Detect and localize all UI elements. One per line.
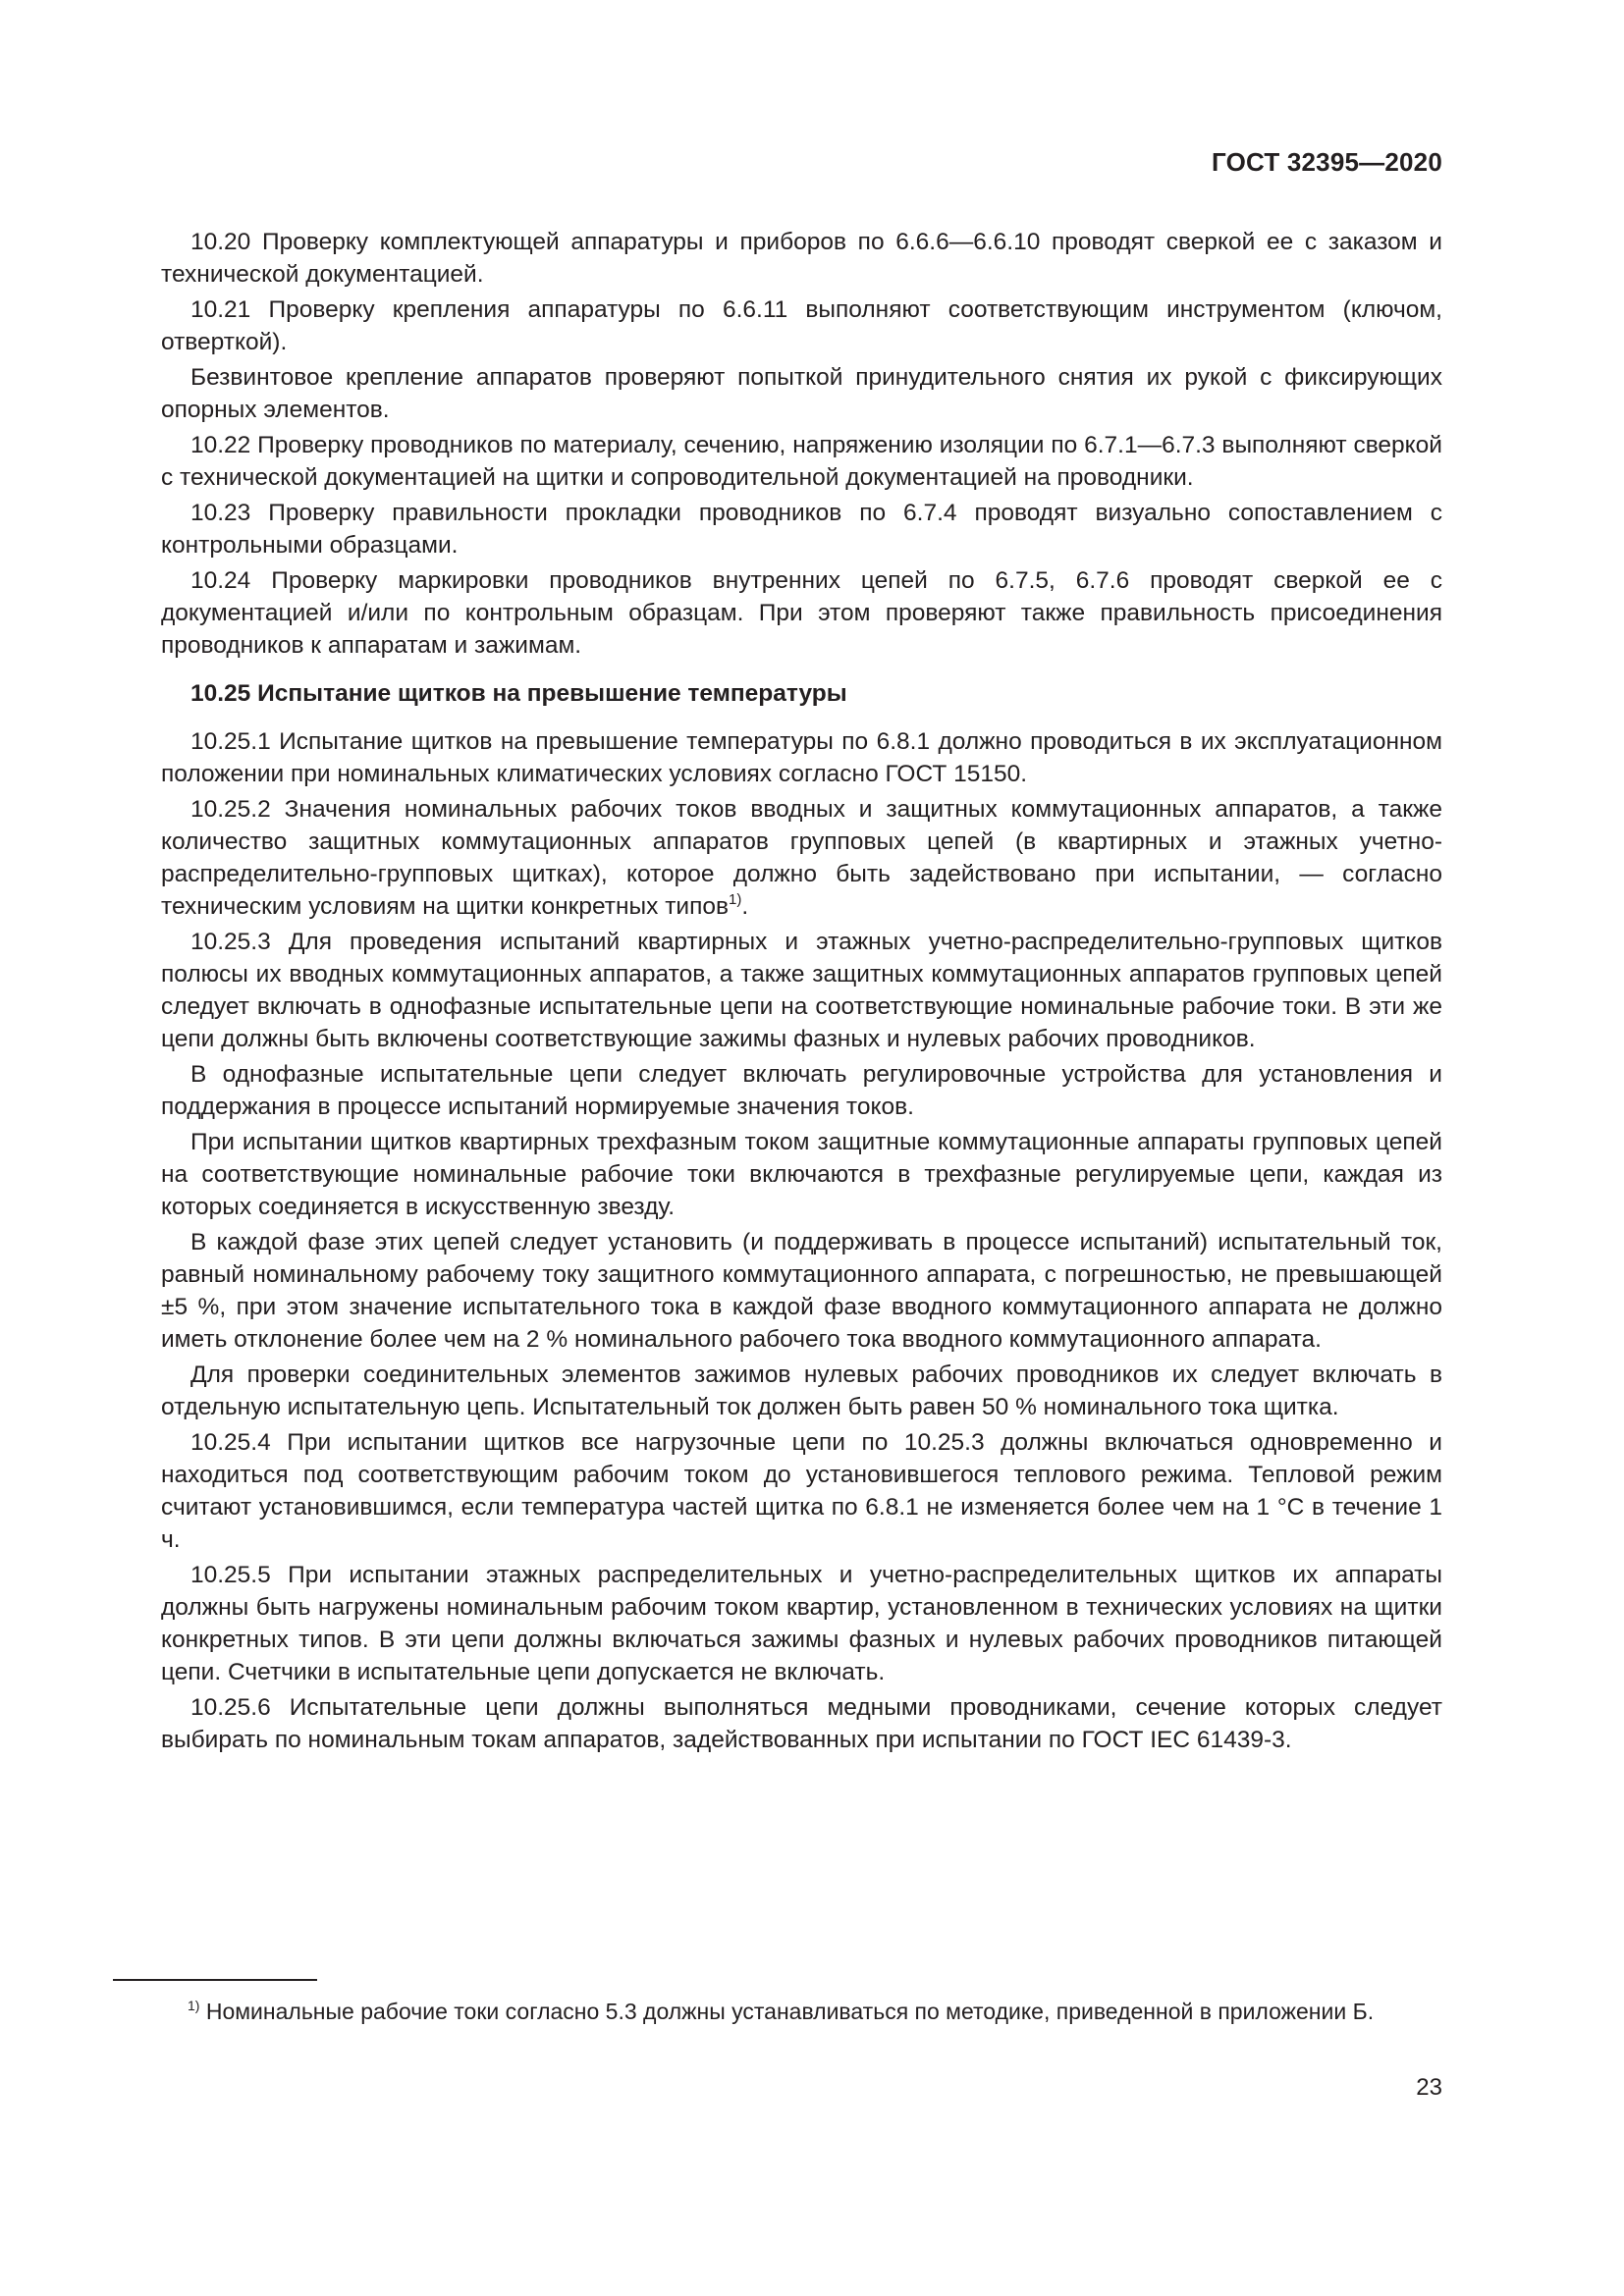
- paragraph-10-25-4: 10.25.4 При испытании щитков все нагрузочные цепи по 10.25.3 должны включаться одновременно и находиться под соответствующим рабочим током до установившегося теплового режима. Тепловой режим считают установившимся, если температура частей щитка по 6.8.1 не изменяется более чем на 1 °С в течение 1 ч.: [161, 1429, 1442, 1553]
- footnote-divider: [113, 1979, 317, 1981]
- paragraph-10-25-6: 10.25.6 Испытательные цепи должны выполняться медными проводниками, сечение которых следует выбирать по номинальным токам аппаратов, задействованных при испытании по ГОСТ IEC 61439-3.: [161, 1694, 1442, 1753]
- section-heading-10-25: 10.25 Испытание щитков на превышение температуры: [190, 680, 847, 707]
- paragraph-10-23: 10.23 Проверку правильности прокладки проводников по 6.7.4 проводят визуально сопоставлением с контрольными образцами.: [161, 500, 1442, 559]
- document-code-header: ГОСТ 32395—2020: [1212, 147, 1442, 177]
- paragraph-single-phase-circuits: В однофазные испытательные цепи следует включать регулировочные устройства для установления и поддержания в процессе испытаний нормируемые значения токов.: [161, 1061, 1442, 1120]
- paragraph-10-25-2: [161, 793, 1442, 923]
- paragraph-screwless-mounting: Безвинтовое крепление аппаратов проверяют попыткой принудительного снятия их рукой с фиксирующих опорных элементов.: [161, 364, 1442, 423]
- paragraph-10-21: 10.21 Проверку крепления аппаратуры по 6.6.11 выполняют соответствующим инструментом (ключом, отверткой).: [161, 296, 1442, 355]
- paragraph-10-25-5: 10.25.5 При испытании этажных распределительных и учетно-распределительных щитков их аппараты должны быть нагружены номинальным рабочим током квартир, установленном в технических условиях на щитки конкретных типов. В эти цепи должны включаться зажимы фазных и нулевых рабочих проводников питающей цепи. Счетчики в испытательные цепи допускается не включать.: [161, 1562, 1442, 1685]
- paragraph-10-20: 10.20 Проверку комплектующей аппаратуры и приборов по 6.6.6—6.6.10 проводят сверкой ее с заказом и технической документацией.: [161, 229, 1442, 288]
- paragraph-10-25-3: 10.25.3 Для проведения испытаний квартирных и этажных учетно-распределительно-групповых щитков полюсы их вводных коммутационных аппаратов, а также защитных коммутационных аппаратов групповых цепей следует включать в однофазные испытательные цепи на соответствующие номинальные рабочие токи. В эти же цепи должны быть включены соответствующие зажимы фазных и нулевых рабочих проводников.: [161, 929, 1442, 1052]
- paragraph-10-25-2-end: .: [741, 893, 749, 920]
- footnote-text: Номинальные рабочие токи согласно 5.3 должны устанавливаться по методике, приведенной в приложении Б.: [199, 1999, 1375, 2024]
- footnote: [113, 1996, 1443, 2027]
- paragraph-10-25-2-text: 10.25.2 Значения номинальных рабочих токов вводных и защитных коммутационных аппаратов, а также количество защитных коммутационных аппаратов групповых цепей (в квартирных и этажных учетно-распределительно-групповых щитках), которое должно быть задействовано при испытании, — согласно техническим условиям на щитки конкретных типов: [161, 796, 1442, 920]
- paragraph-10-25-1: 10.25.1 Испытание щитков на превышение температуры по 6.8.1 должно проводиться в их эксплуатационном положении при номинальных климатических условиях согласно ГОСТ 15150.: [161, 728, 1442, 787]
- document-body: [161, 226, 1442, 1759]
- footnote-reference: 1): [729, 891, 742, 908]
- page-number: 23: [1416, 2074, 1442, 2101]
- paragraph-three-phase-testing: При испытании щитков квартирных трехфазным током защитные коммутационные аппараты групповых цепей на соответствующие номинальные рабочие токи включаются в трехфазные регулируемые цепи, каждая из которых соединяется в искусственную звезду.: [161, 1129, 1442, 1220]
- paragraph-10-24: 10.24 Проверку маркировки проводников внутренних цепей по 6.7.5, 6.7.6 проводят сверкой ее с документацией и/или по контрольным образцам. При этом проверяют также правильность присоединения проводников к аппаратам и зажимам.: [161, 567, 1442, 659]
- footnote-marker: 1): [188, 1998, 200, 2013]
- paragraph-neutral-conductor-test: Для проверки соединительных элементов зажимов нулевых рабочих проводников их следует включать в отдельную испытательную цепь. Испытательный ток должен быть равен 50 % номинального тока щитка.: [161, 1362, 1442, 1420]
- paragraph-10-22: 10.22 Проверку проводников по материалу, сечению, напряжению изоляции по 6.7.1—6.7.3 выполняют сверкой с технической документацией на щитки и сопроводительной документацией на проводники.: [161, 432, 1442, 491]
- paragraph-test-current-tolerance: В каждой фазе этих цепей следует установить (и поддерживать в процессе испытаний) испытательный ток, равный номинальному рабочему току защитного коммутационного аппарата, с погрешностью, не превышающей ±5 %, при этом значение испытательного тока в каждой фазе вводного коммутационного аппарата не должно иметь отклонение более чем на 2 % номинального рабочего тока вводного коммутационного аппарата.: [161, 1229, 1442, 1353]
